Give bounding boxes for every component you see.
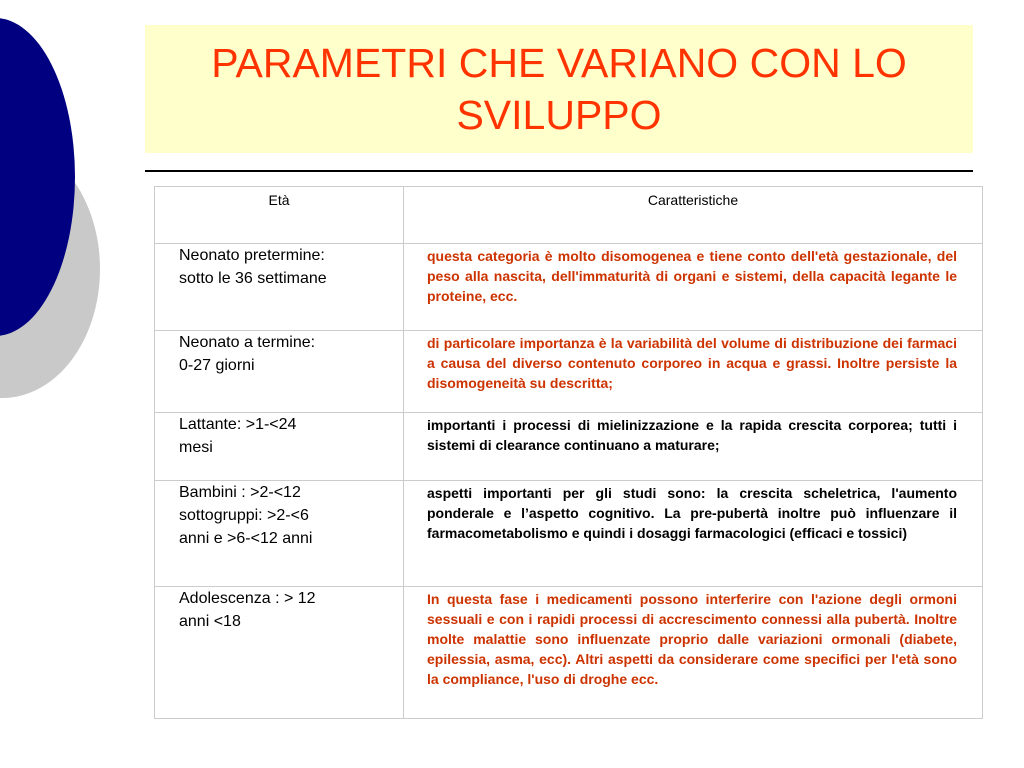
table-row (155, 331, 983, 413)
age-line: sottogruppi: >2-<6 (179, 507, 309, 524)
description-cell: In questa fase i medicamenti possono interferire con l'azione degli ormoni sessuali e con i rapidi processi di accrescimento connessi alla pubertà. Inoltre molte malattie sono influenzate proprio dalle variazioni ormonali (diabete, epilessia, asma, ecc). Altri aspetti da considerare come specifici per l'età sono la compliance, l'uso di droghe ecc. (404, 587, 983, 719)
title-divider (145, 170, 973, 172)
header-age: Età (155, 187, 404, 244)
age-line: Bambini : >2-<12 (179, 484, 301, 501)
table-row (155, 481, 983, 587)
slide-title: PARAMETRI CHE VARIANO CON LO SVILUPPO (211, 40, 907, 138)
table-row (155, 587, 983, 719)
age-cell (155, 587, 404, 719)
age-line: Lattante: >1-<24 (179, 416, 297, 433)
title-box (145, 25, 973, 153)
description-cell: aspetti importanti per gli studi sono: la crescita scheletrica, l'aumento ponderale e l’aspetto cognitivo. La pre-pubertà inoltre può influenzare il farmacometabolismo e quindi i dosaggi farmacologici (efficaci e tossici) (404, 481, 983, 587)
header-features: Caratteristiche (404, 187, 983, 244)
age-line: Adolescenza : > 12 (179, 590, 316, 607)
description-cell: di particolare importanza è la variabilità del volume di distribuzione dei farmaci a causa del diverso contenuto corporeo in acqua e grassi. Inoltre persiste la disomogeneità su descritta; (404, 331, 983, 413)
description-cell: questa categoria è molto disomogenea e tiene conto dell'età gestazionale, del peso alla nascita, dell'immaturità di organi e sistemi, della capacità legante le proteine, ecc. (404, 244, 983, 331)
development-parameters-table (154, 186, 983, 719)
age-line: anni <18 (179, 613, 241, 630)
table-header-row (155, 187, 983, 244)
table-row (155, 413, 983, 481)
description-cell: importanti i processi di mielinizzazione e la rapida crescita corporea; tutti i sistemi di clearance continuano a maturare; (404, 413, 983, 481)
age-line: mesi (179, 439, 213, 456)
age-line: Neonato a termine: (179, 334, 316, 351)
age-cell (155, 481, 404, 587)
age-line: anni e >6-<12 anni (179, 530, 313, 547)
age-line: sotto le 36 settimane (179, 270, 327, 287)
age-cell (155, 244, 404, 331)
age-cell (155, 413, 404, 481)
age-cell (155, 331, 404, 413)
age-line: 0-27 giorni (179, 357, 255, 374)
table-row (155, 244, 983, 331)
age-line: Neonato pretermine: (179, 247, 325, 264)
